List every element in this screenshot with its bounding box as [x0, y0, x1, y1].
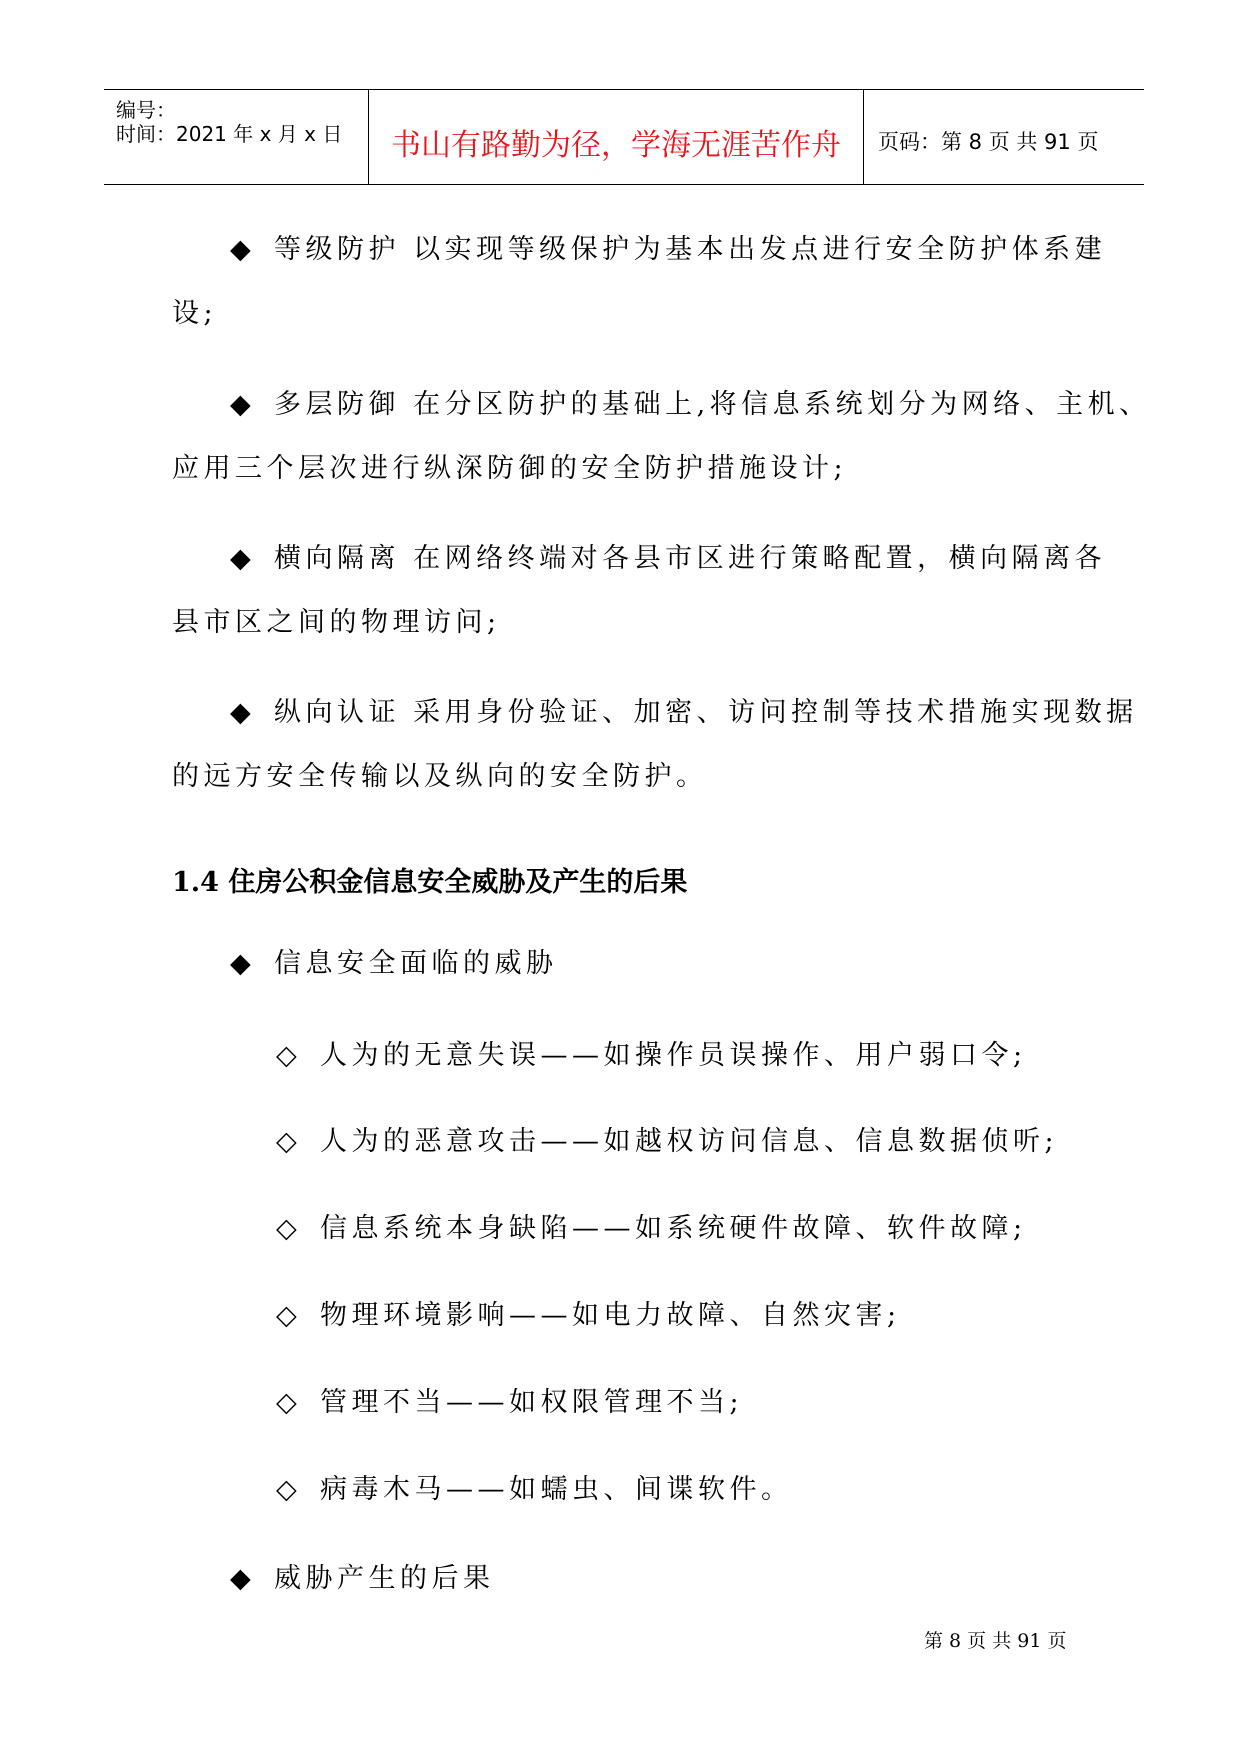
- principle-2-line2: 应用三个层次进行纵深防御的安全防护措施设计;: [172, 453, 848, 484]
- threats-title: ◆ 信息安全面临的威胁: [230, 948, 558, 979]
- header-page-cell: [864, 90, 1144, 184]
- principle-1-line1: ◆ 等级防护 以实现等级保护为基本出发点进行安全防护体系建: [230, 234, 1107, 265]
- diamond-hollow-icon: ◇: [276, 1387, 302, 1418]
- header-meta-cell: [104, 90, 368, 184]
- document-time-label: 时间：2021 年 x 月 x 日: [116, 122, 343, 146]
- diamond-hollow-icon: ◇: [276, 1300, 302, 1331]
- threat-item: ◇ 信息系统本身缺陷——如系统硬件故障、软件故障;: [276, 1213, 1027, 1244]
- diamond-hollow-icon: ◇: [276, 1213, 302, 1244]
- section-heading: 1.4 住房公积金信息安全威胁及产生的后果: [172, 867, 688, 898]
- consequences-title: ◆ 威胁产生的后果: [230, 1563, 495, 1594]
- principle-1-line2: 设;: [172, 298, 218, 329]
- principle-2-line1: ◆ 多层防御 在分区防护的基础上,将信息系统划分为网络、主机、: [230, 389, 1151, 420]
- header-motto-cell: [368, 90, 864, 184]
- diamond-filled-icon: ◆: [230, 234, 256, 265]
- diamond-hollow-icon: ◇: [276, 1040, 302, 1071]
- diamond-filled-icon: ◆: [230, 697, 256, 728]
- diamond-hollow-icon: ◇: [276, 1474, 302, 1505]
- principle-4-line2: 的远方安全传输以及纵向的安全防护。: [172, 761, 708, 792]
- diamond-hollow-icon: ◇: [276, 1126, 302, 1157]
- page-footer: 第 8 页 共 91 页: [924, 1630, 1067, 1652]
- threat-item: ◇ 管理不当——如权限管理不当;: [276, 1387, 744, 1418]
- page-header: [104, 89, 1144, 185]
- threat-item: ◇ 人为的恶意攻击——如越权访问信息、信息数据侦听;: [276, 1126, 1059, 1157]
- diamond-filled-icon: ◆: [230, 1563, 256, 1594]
- header-page-code: 页码：第 8 页 共 91 页: [878, 130, 1099, 154]
- threat-item: ◇ 物理环境影响——如电力故障、自然灾害;: [276, 1300, 901, 1331]
- principle-4-line1: ◆ 纵向认证 采用身份验证、加密、访问控制等技术措施实现数据: [230, 697, 1138, 728]
- principle-3-line2: 县市区之间的物理访问;: [172, 607, 501, 638]
- diamond-filled-icon: ◆: [230, 389, 256, 420]
- document-number-label: 编号：: [116, 98, 176, 122]
- threat-item: ◇ 病毒木马——如蠕虫、间谍软件。: [276, 1474, 793, 1505]
- header-motto: 书山有路勤为径，学海无涯苦作舟: [391, 128, 841, 163]
- diamond-filled-icon: ◆: [230, 543, 256, 574]
- principle-3-line1: ◆ 横向隔离 在网络终端对各县市区进行策略配置，横向隔离各: [230, 543, 1107, 574]
- diamond-filled-icon: ◆: [230, 948, 256, 979]
- threat-item: ◇ 人为的无意失误——如操作员误操作、用户弱口令;: [276, 1040, 1027, 1071]
